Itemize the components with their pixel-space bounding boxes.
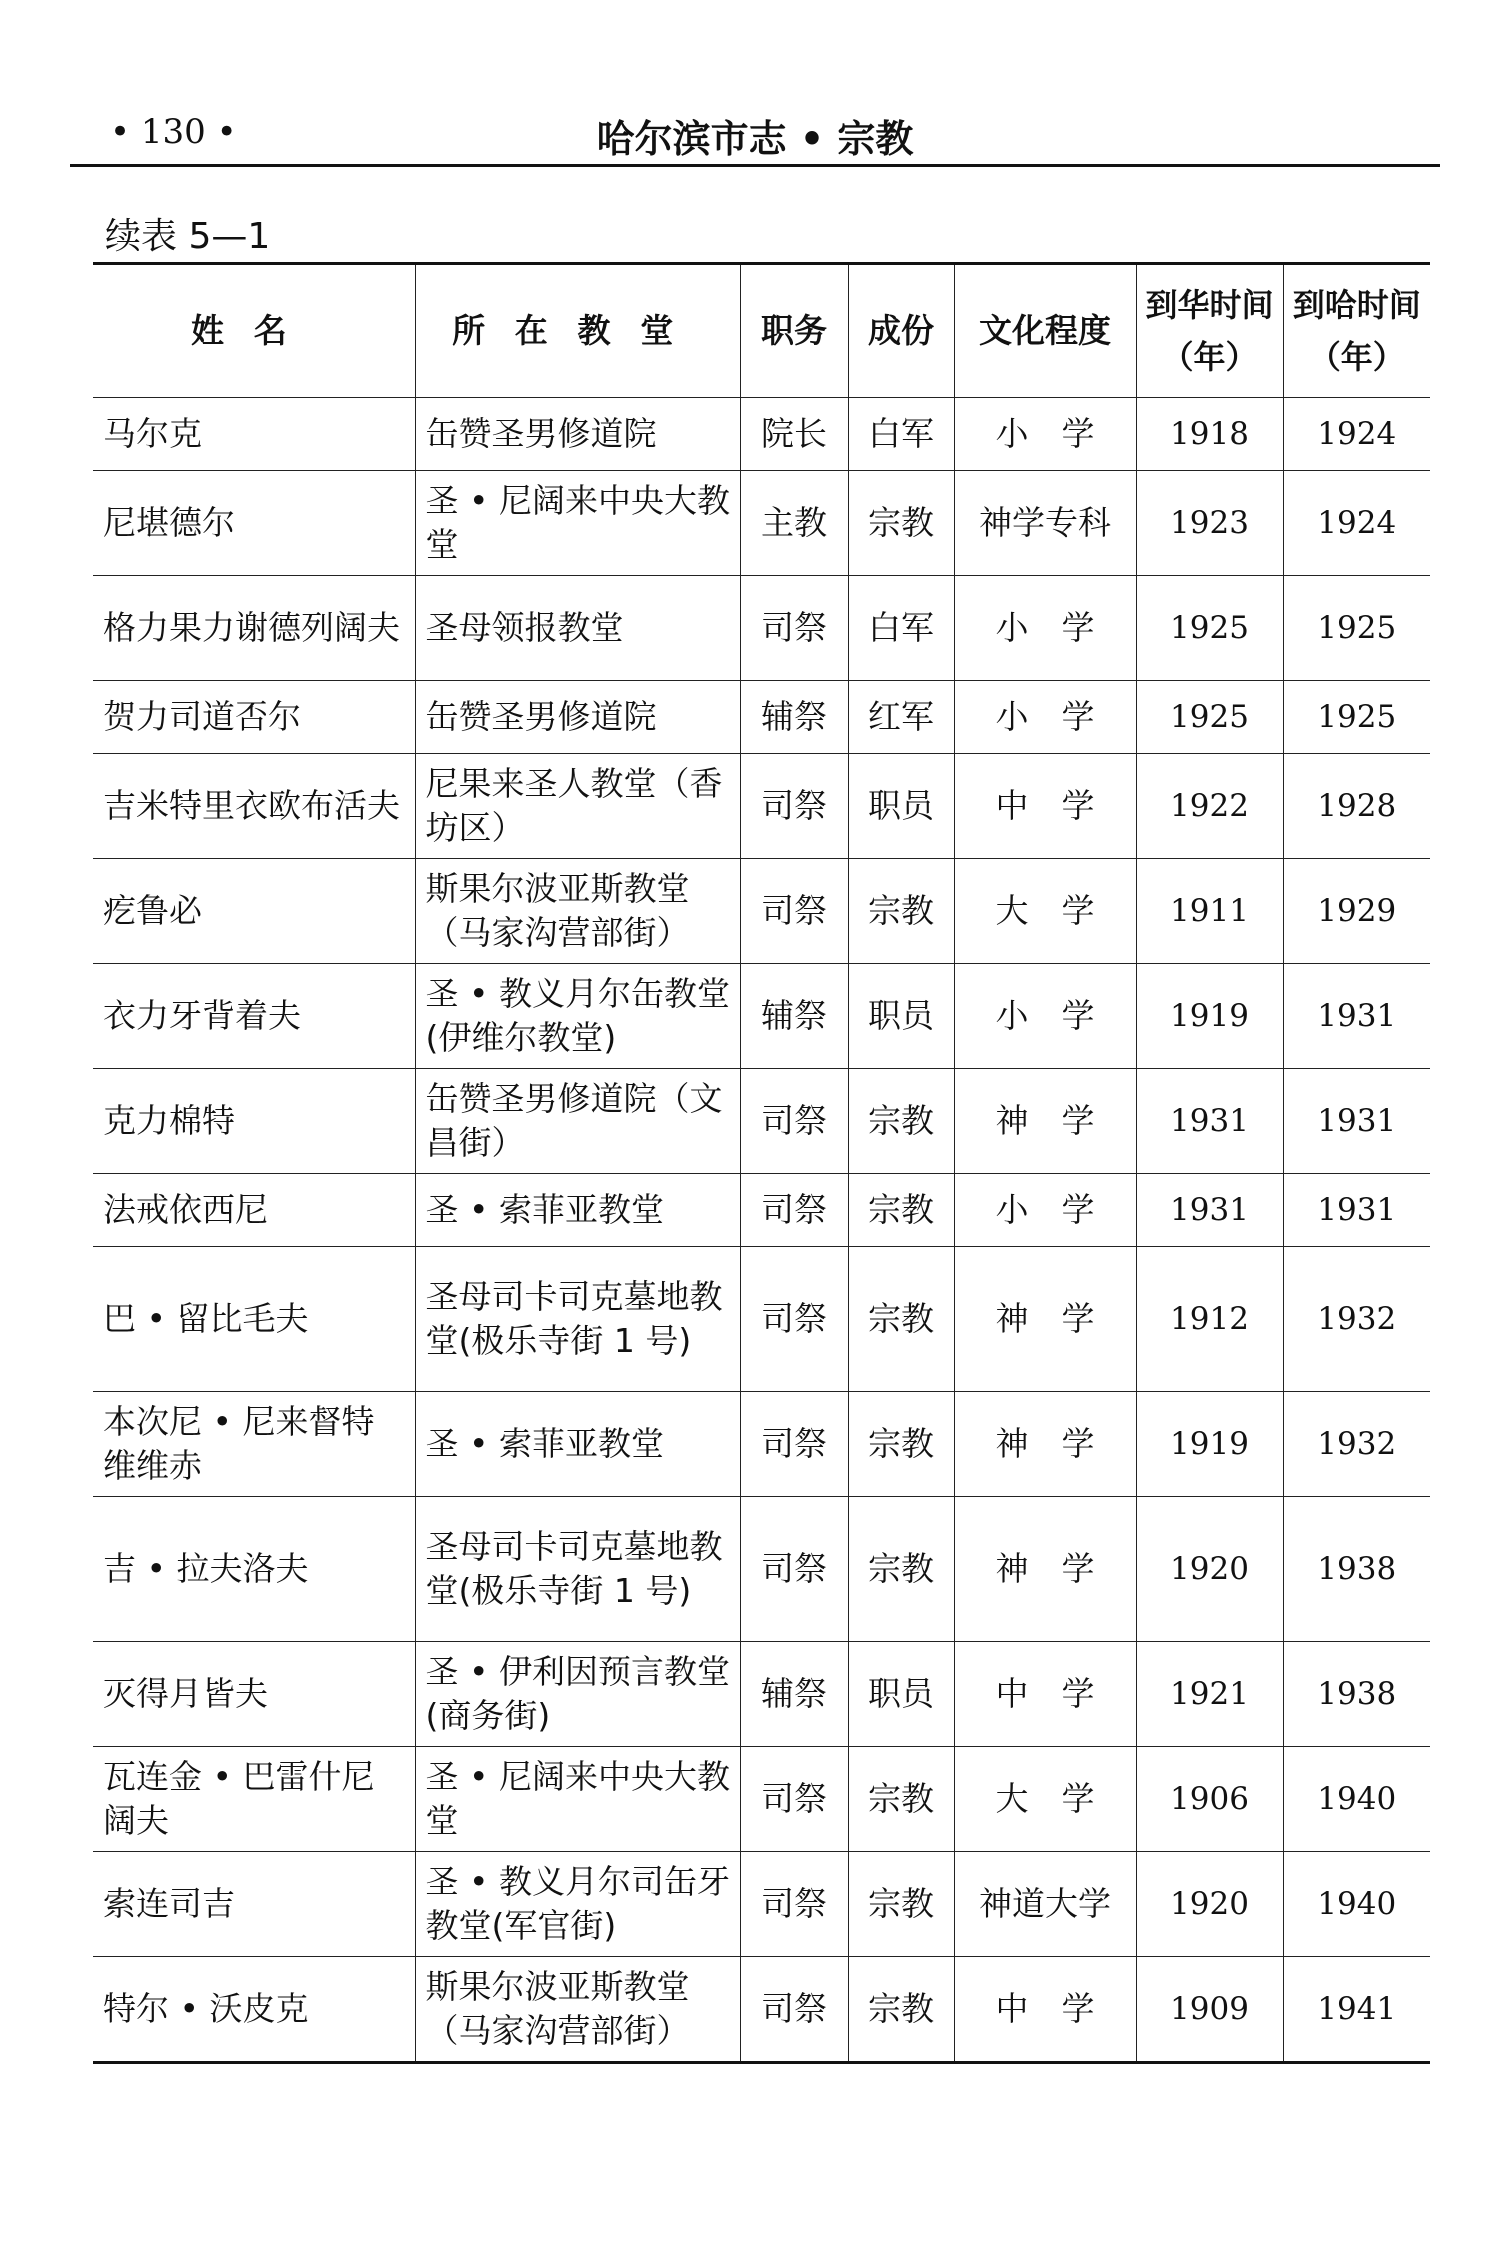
cell-status: 职员 bbox=[848, 1642, 954, 1747]
cell-harbin-year: 1940 bbox=[1283, 1852, 1430, 1957]
cell-position: 司祭 bbox=[740, 1247, 848, 1392]
cell-name: 法戒依西尼 bbox=[93, 1174, 415, 1247]
cell-name: 贺力司道否尔 bbox=[93, 681, 415, 754]
cell-harbin-year: 1929 bbox=[1283, 859, 1430, 964]
cell-name: 吉米特里衣欧布活夫 bbox=[93, 754, 415, 859]
cell-status: 职员 bbox=[848, 754, 954, 859]
cell-harbin-year: 1931 bbox=[1283, 1174, 1430, 1247]
column-header-harbin-year-label: 到哈时间 bbox=[1292, 286, 1421, 324]
cell-harbin-year: 1928 bbox=[1283, 754, 1430, 859]
cell-china-year: 1922 bbox=[1136, 754, 1283, 859]
cell-china-year: 1919 bbox=[1136, 964, 1283, 1069]
cell-church: 圣 • 教义月尔缶教堂(伊维尔教堂) bbox=[415, 964, 740, 1069]
cell-church: 斯果尔波亚斯教堂（马家沟营部街） bbox=[415, 1957, 740, 2063]
clergy-table bbox=[93, 262, 1430, 2064]
cell-church: 缶赞圣男修道院 bbox=[415, 681, 740, 754]
cell-status: 白军 bbox=[848, 398, 954, 471]
cell-church: 尼果来圣人教堂（香坊区） bbox=[415, 754, 740, 859]
cell-harbin-year: 1924 bbox=[1283, 398, 1430, 471]
cell-education: 小 学 bbox=[954, 576, 1136, 681]
cell-name: 尼堪德尔 bbox=[93, 471, 415, 576]
cell-education: 大 学 bbox=[954, 859, 1136, 964]
cell-position: 司祭 bbox=[740, 576, 848, 681]
cell-status: 白军 bbox=[848, 576, 954, 681]
cell-education: 神道大学 bbox=[954, 1852, 1136, 1957]
cell-position: 辅祭 bbox=[740, 681, 848, 754]
column-header-church: 所在教堂 bbox=[415, 264, 740, 398]
table-row bbox=[93, 1642, 1430, 1747]
cell-name: 巴 • 留比毛夫 bbox=[93, 1247, 415, 1392]
cell-status: 红军 bbox=[848, 681, 954, 754]
column-header-status: 成份 bbox=[848, 264, 954, 398]
cell-position: 司祭 bbox=[740, 1174, 848, 1247]
table-row bbox=[93, 1069, 1430, 1174]
table-row bbox=[93, 1747, 1430, 1852]
clergy-table-wrapper bbox=[93, 262, 1430, 2064]
column-header-harbin-year-unit: （年） bbox=[1308, 338, 1405, 376]
table-row bbox=[93, 1957, 1430, 2063]
cell-china-year: 1921 bbox=[1136, 1642, 1283, 1747]
cell-status: 宗教 bbox=[848, 859, 954, 964]
cell-position: 司祭 bbox=[740, 1392, 848, 1497]
cell-status: 宗教 bbox=[848, 1247, 954, 1392]
table-row bbox=[93, 1392, 1430, 1497]
cell-harbin-year: 1925 bbox=[1283, 681, 1430, 754]
column-header-education: 文化程度 bbox=[954, 264, 1136, 398]
cell-church: 圣 • 尼阔来中央大教堂 bbox=[415, 471, 740, 576]
cell-china-year: 1920 bbox=[1136, 1852, 1283, 1957]
page-number: • 130 • bbox=[110, 112, 237, 152]
cell-church: 圣 • 索菲亚教堂 bbox=[415, 1174, 740, 1247]
table-row bbox=[93, 1247, 1430, 1392]
cell-church: 圣 • 尼阔来中央大教堂 bbox=[415, 1747, 740, 1852]
table-row bbox=[93, 754, 1430, 859]
cell-harbin-year: 1938 bbox=[1283, 1497, 1430, 1642]
cell-status: 宗教 bbox=[848, 1747, 954, 1852]
cell-education: 大 学 bbox=[954, 1747, 1136, 1852]
cell-education: 小 学 bbox=[954, 398, 1136, 471]
cell-harbin-year: 1941 bbox=[1283, 1957, 1430, 2063]
cell-status: 宗教 bbox=[848, 1852, 954, 1957]
cell-harbin-year: 1932 bbox=[1283, 1392, 1430, 1497]
cell-education: 神 学 bbox=[954, 1247, 1136, 1392]
cell-education: 小 学 bbox=[954, 1174, 1136, 1247]
cell-name: 衣力牙背着夫 bbox=[93, 964, 415, 1069]
cell-education: 神学专科 bbox=[954, 471, 1136, 576]
cell-status: 职员 bbox=[848, 964, 954, 1069]
table-row bbox=[93, 471, 1430, 576]
table-row bbox=[93, 681, 1430, 754]
cell-position: 司祭 bbox=[740, 859, 848, 964]
cell-china-year: 1912 bbox=[1136, 1247, 1283, 1392]
cell-harbin-year: 1931 bbox=[1283, 1069, 1430, 1174]
cell-china-year: 1923 bbox=[1136, 471, 1283, 576]
cell-education: 中 学 bbox=[954, 1642, 1136, 1747]
cell-education: 小 学 bbox=[954, 681, 1136, 754]
cell-name: 灭得月皆夫 bbox=[93, 1642, 415, 1747]
cell-church: 圣母司卡司克墓地教堂(极乐寺街 1 号) bbox=[415, 1247, 740, 1392]
cell-position: 辅祭 bbox=[740, 964, 848, 1069]
cell-name: 瓦连金 • 巴雷什尼阔夫 bbox=[93, 1747, 415, 1852]
cell-china-year: 1925 bbox=[1136, 576, 1283, 681]
table-row bbox=[93, 1852, 1430, 1957]
cell-position: 司祭 bbox=[740, 1069, 848, 1174]
cell-status: 宗教 bbox=[848, 1392, 954, 1497]
cell-position: 司祭 bbox=[740, 1747, 848, 1852]
cell-harbin-year: 1924 bbox=[1283, 471, 1430, 576]
cell-position: 司祭 bbox=[740, 1957, 848, 2063]
cell-position: 辅祭 bbox=[740, 1642, 848, 1747]
table-caption: 续表 5—1 bbox=[105, 216, 271, 257]
cell-harbin-year: 1931 bbox=[1283, 964, 1430, 1069]
cell-china-year: 1919 bbox=[1136, 1392, 1283, 1497]
table-row bbox=[93, 576, 1430, 681]
column-header-position: 职务 bbox=[740, 264, 848, 398]
cell-china-year: 1931 bbox=[1136, 1174, 1283, 1247]
cell-name: 疙鲁必 bbox=[93, 859, 415, 964]
cell-education: 神 学 bbox=[954, 1497, 1136, 1642]
cell-position: 司祭 bbox=[740, 1852, 848, 1957]
cell-status: 宗教 bbox=[848, 1069, 954, 1174]
cell-name: 特尔 • 沃皮克 bbox=[93, 1957, 415, 2063]
cell-harbin-year: 1940 bbox=[1283, 1747, 1430, 1852]
cell-church: 圣 • 伊利因预言教堂(商务街) bbox=[415, 1642, 740, 1747]
running-title: 哈尔滨市志 • 宗教 bbox=[596, 117, 914, 161]
cell-position: 司祭 bbox=[740, 1497, 848, 1642]
table-row bbox=[93, 1497, 1430, 1642]
cell-harbin-year: 1938 bbox=[1283, 1642, 1430, 1747]
cell-church: 圣 • 索菲亚教堂 bbox=[415, 1392, 740, 1497]
cell-church: 缶赞圣男修道院 bbox=[415, 398, 740, 471]
table-row bbox=[93, 1174, 1430, 1247]
cell-church: 圣母司卡司克墓地教堂(极乐寺街 1 号) bbox=[415, 1497, 740, 1642]
cell-church: 圣 • 教义月尔司缶牙教堂(军官街) bbox=[415, 1852, 740, 1957]
cell-church: 圣母领报教堂 bbox=[415, 576, 740, 681]
cell-education: 中 学 bbox=[954, 754, 1136, 859]
cell-harbin-year: 1925 bbox=[1283, 576, 1430, 681]
cell-china-year: 1911 bbox=[1136, 859, 1283, 964]
cell-harbin-year: 1932 bbox=[1283, 1247, 1430, 1392]
cell-china-year: 1909 bbox=[1136, 1957, 1283, 2063]
cell-status: 宗教 bbox=[848, 1957, 954, 2063]
table-row bbox=[93, 964, 1430, 1069]
cell-status: 宗教 bbox=[848, 471, 954, 576]
column-header-china-year bbox=[1136, 264, 1283, 398]
cell-position: 主教 bbox=[740, 471, 848, 576]
cell-position: 院长 bbox=[740, 398, 848, 471]
table-row bbox=[93, 398, 1430, 471]
cell-position: 司祭 bbox=[740, 754, 848, 859]
cell-name: 本次尼 • 尼来督特维维赤 bbox=[93, 1392, 415, 1497]
cell-china-year: 1920 bbox=[1136, 1497, 1283, 1642]
column-header-china-year-label: 到华时间 bbox=[1145, 286, 1274, 324]
cell-education: 神 学 bbox=[954, 1392, 1136, 1497]
column-header-name: 姓名 bbox=[93, 264, 415, 398]
cell-status: 宗教 bbox=[848, 1497, 954, 1642]
table-row bbox=[93, 859, 1430, 964]
cell-status: 宗教 bbox=[848, 1174, 954, 1247]
cell-church: 缶赞圣男修道院（文昌街） bbox=[415, 1069, 740, 1174]
column-header-harbin-year bbox=[1283, 264, 1430, 398]
cell-china-year: 1931 bbox=[1136, 1069, 1283, 1174]
page-header bbox=[70, 108, 1440, 167]
cell-church: 斯果尔波亚斯教堂（马家沟营部街） bbox=[415, 859, 740, 964]
cell-name: 索连司吉 bbox=[93, 1852, 415, 1957]
cell-education: 中 学 bbox=[954, 1957, 1136, 2063]
cell-name: 吉 • 拉夫洛夫 bbox=[93, 1497, 415, 1642]
header-row bbox=[93, 264, 1430, 398]
cell-china-year: 1906 bbox=[1136, 1747, 1283, 1852]
cell-name: 马尔克 bbox=[93, 398, 415, 471]
cell-name: 克力棉特 bbox=[93, 1069, 415, 1174]
cell-education: 小 学 bbox=[954, 964, 1136, 1069]
cell-name: 格力果力谢德列阔夫 bbox=[93, 576, 415, 681]
cell-china-year: 1918 bbox=[1136, 398, 1283, 471]
cell-china-year: 1925 bbox=[1136, 681, 1283, 754]
column-header-china-year-unit: （年） bbox=[1161, 338, 1258, 376]
cell-education: 神 学 bbox=[954, 1069, 1136, 1174]
